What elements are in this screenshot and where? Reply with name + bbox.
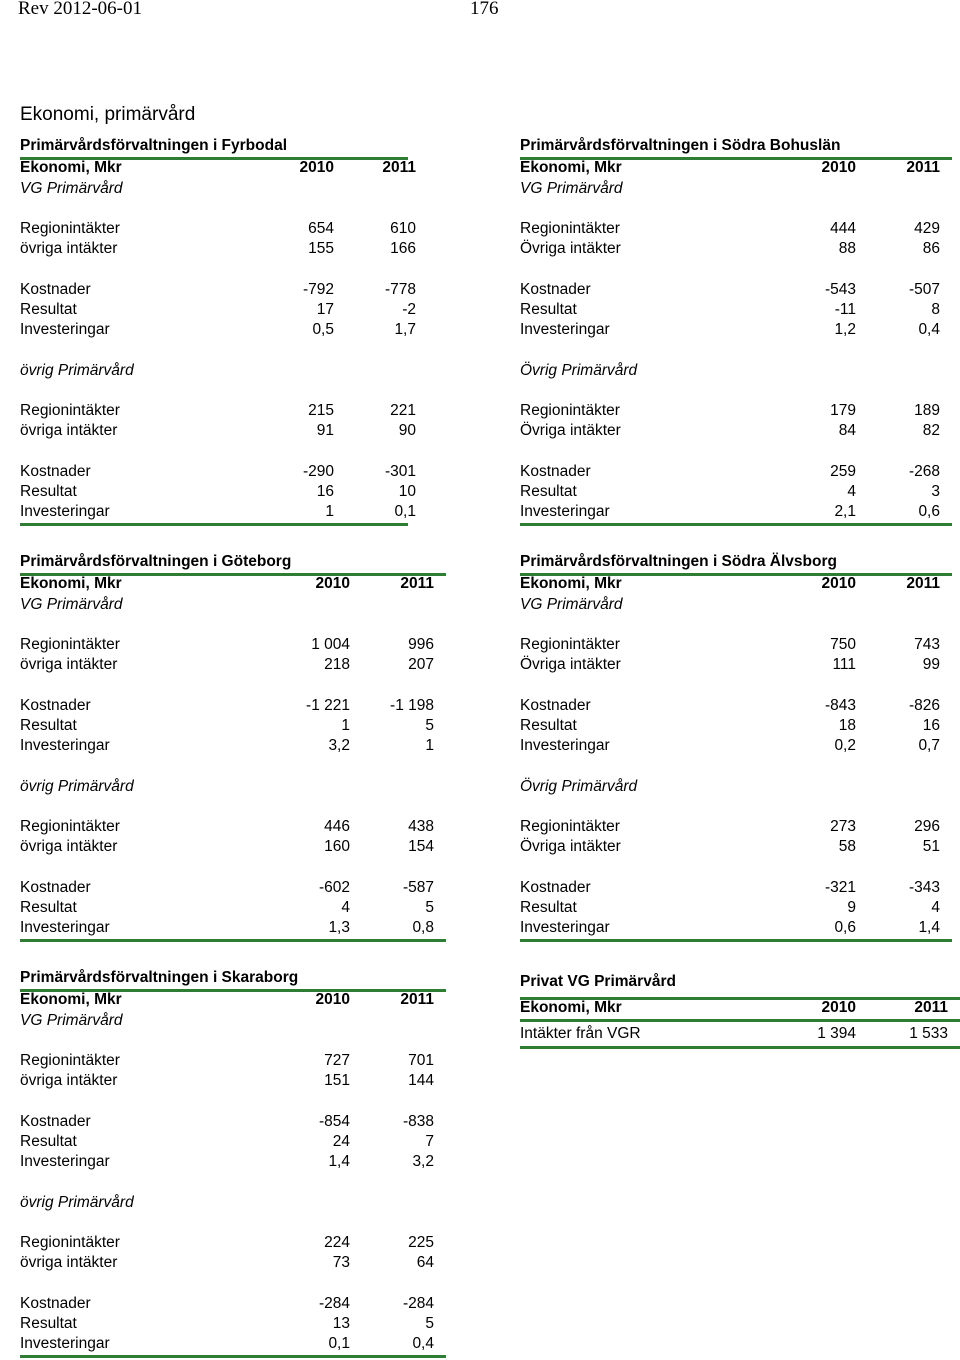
row-value-2010: 160 xyxy=(324,838,350,855)
row-value-2011: 16 xyxy=(922,717,940,734)
row-value-2010: 259 xyxy=(830,463,856,480)
row-value-2010: 1,3 xyxy=(328,919,350,936)
row-label: Investeringar xyxy=(20,503,110,520)
row-value-2011: -838 xyxy=(402,1113,434,1130)
row-label: Kostnader xyxy=(20,1113,91,1130)
row-value-2011: 1 xyxy=(425,737,434,754)
row-value-2011: 0,4 xyxy=(918,321,940,338)
row-value-2011: 99 xyxy=(922,656,940,673)
column-header-2010: 2010 xyxy=(821,575,856,592)
section-title: Primärvårdsförvaltningen i Göteborg xyxy=(20,553,292,570)
page-header xyxy=(0,0,960,22)
row-value-2010: 73 xyxy=(332,1254,350,1271)
row-label: Kostnader xyxy=(20,463,91,480)
row-value-2010: 727 xyxy=(324,1052,350,1069)
section-rule-bottom xyxy=(520,1046,960,1049)
group-label-text: VG Primärvård xyxy=(520,596,623,613)
row-value-2010: 16 xyxy=(316,483,334,500)
row-value-2011: 207 xyxy=(408,656,434,673)
row-value-2011: 221 xyxy=(390,402,416,419)
row-value-2010: 446 xyxy=(324,818,350,835)
row-value-2010: 2,1 xyxy=(834,503,856,520)
column-header-label: Ekonomi, Mkr xyxy=(520,159,622,176)
row-value-2011: 64 xyxy=(416,1254,434,1271)
row-value-2011: 154 xyxy=(408,838,434,855)
row-label: Regionintäkter xyxy=(520,636,620,653)
group-label-text: övrig Primärvård xyxy=(20,778,134,795)
row-value-2010: 9 xyxy=(847,899,856,916)
row-value-2010: 215 xyxy=(308,402,334,419)
revision-date: Rev 2012-06-01 xyxy=(18,0,143,19)
row-value-2011: 189 xyxy=(914,402,940,419)
row-value-2011: -2 xyxy=(402,301,416,318)
row-value-2011: 1,4 xyxy=(918,919,940,936)
row-label: Resultat xyxy=(520,301,577,318)
row-value-2011: 5 xyxy=(425,1315,434,1332)
row-label: Resultat xyxy=(520,717,577,734)
section-rule-bottom xyxy=(20,523,408,526)
section-5 xyxy=(20,969,446,1359)
row-value-2011: -301 xyxy=(384,463,416,480)
column-header-label: Ekonomi, Mkr xyxy=(520,999,622,1016)
row-label: Investeringar xyxy=(520,919,610,936)
row-label: Resultat xyxy=(20,1133,77,1150)
row-value-2011: 51 xyxy=(922,838,940,855)
row-value-2011: 7 xyxy=(425,1133,434,1150)
row-value-2011: 0,6 xyxy=(918,503,940,520)
column-header-label: Ekonomi, Mkr xyxy=(520,575,622,592)
row-value-2010: 84 xyxy=(838,422,856,439)
row-label: Kostnader xyxy=(520,463,591,480)
row-label: övriga intäkter xyxy=(20,422,118,439)
row-label: Regionintäkter xyxy=(520,220,620,237)
column-header-label: Ekonomi, Mkr xyxy=(20,575,122,592)
page-title: Ekonomi, primärvård xyxy=(20,104,196,125)
row-label: Resultat xyxy=(520,899,577,916)
group-label-text: VG Primärvård xyxy=(20,180,123,197)
row-value-2011: 996 xyxy=(408,636,434,653)
section-rule-bottom xyxy=(20,939,446,942)
row-label: Övriga intäkter xyxy=(520,838,621,855)
row-label: övriga intäkter xyxy=(20,240,118,257)
row-value-2010: 111 xyxy=(832,656,856,673)
row-value-2011: 1,7 xyxy=(394,321,416,338)
column-header-2011: 2011 xyxy=(914,999,948,1016)
section-rule-bottom xyxy=(520,939,952,942)
group-label-text: Övrig Primärvård xyxy=(520,362,638,379)
row-value-2010: 88 xyxy=(838,240,856,257)
row-value-2010: 1 394 xyxy=(817,1025,856,1042)
row-value-2010: 0,2 xyxy=(834,737,856,754)
row-value-2011: 225 xyxy=(408,1234,434,1251)
row-value-2010: 224 xyxy=(324,1234,350,1251)
row-value-2010: -321 xyxy=(824,879,856,896)
row-value-2010: -11 xyxy=(834,301,856,318)
row-value-2011: -587 xyxy=(402,879,434,896)
row-label: Övriga intäkter xyxy=(520,422,621,439)
section-rule-bottom xyxy=(20,1355,446,1358)
row-value-2010: 58 xyxy=(838,838,856,855)
row-value-2010: 1,4 xyxy=(328,1153,350,1170)
row-label: Resultat xyxy=(520,483,577,500)
row-value-2010: -792 xyxy=(302,281,334,298)
row-value-2010: 155 xyxy=(308,240,334,257)
row-value-2011: 166 xyxy=(390,240,416,257)
group-label-text: övrig Primärvård xyxy=(20,362,134,379)
group-label-text: övrig Primärvård xyxy=(20,1194,134,1211)
section-title: Primärvårdsförvaltningen i Fyrbodal xyxy=(20,137,288,154)
column-header-2010: 2010 xyxy=(821,999,856,1016)
row-value-2010: 0,5 xyxy=(312,321,334,338)
row-label: Kostnader xyxy=(20,697,91,714)
row-value-2010: 18 xyxy=(838,717,856,734)
row-value-2011: -343 xyxy=(908,879,940,896)
row-value-2011: 82 xyxy=(922,422,940,439)
section-title: Privat VG Primärvård xyxy=(520,973,676,990)
section-3 xyxy=(20,553,446,943)
row-label: Regionintäkter xyxy=(20,818,120,835)
row-value-2011: 0,8 xyxy=(412,919,434,936)
row-value-2010: 4 xyxy=(847,483,856,500)
row-label: Investeringar xyxy=(20,1153,110,1170)
row-label: övriga intäkter xyxy=(20,1254,118,1271)
row-value-2011: 296 xyxy=(914,818,940,835)
row-value-2010: 750 xyxy=(830,636,856,653)
row-value-2010: 17 xyxy=(316,301,334,318)
row-value-2011: 429 xyxy=(914,220,940,237)
column-header-2011: 2011 xyxy=(400,575,434,592)
group-label-text: VG Primärvård xyxy=(20,1012,123,1029)
row-label: Övriga intäkter xyxy=(520,240,621,257)
row-label: Resultat xyxy=(20,301,77,318)
column-header-2010: 2010 xyxy=(315,575,350,592)
row-value-2010: 179 xyxy=(830,402,856,419)
row-value-2010: 1 004 xyxy=(311,636,350,653)
row-value-2010: -284 xyxy=(318,1295,350,1312)
row-value-2011: 743 xyxy=(914,636,940,653)
row-value-2010: -602 xyxy=(318,879,350,896)
row-value-2010: -854 xyxy=(318,1113,350,1130)
section-4 xyxy=(520,553,952,943)
row-value-2010: 13 xyxy=(332,1315,350,1332)
row-label: Kostnader xyxy=(20,879,91,896)
row-label: Kostnader xyxy=(520,697,591,714)
row-value-2011: 86 xyxy=(922,240,940,257)
row-value-2010: -290 xyxy=(302,463,334,480)
column-header-2011: 2011 xyxy=(382,159,416,176)
row-value-2011: -268 xyxy=(908,463,940,480)
page-number: 176 xyxy=(470,0,499,19)
row-value-2011: 144 xyxy=(408,1072,434,1089)
row-value-2010: -1 221 xyxy=(306,697,350,714)
section-rule-bottom xyxy=(520,523,952,526)
row-label: Investeringar xyxy=(20,737,110,754)
group-label-text: VG Primärvård xyxy=(20,596,123,613)
row-label: Regionintäkter xyxy=(20,1234,120,1251)
row-label: Resultat xyxy=(20,1315,77,1332)
row-value-2010: 444 xyxy=(830,220,856,237)
column-header-label: Ekonomi, Mkr xyxy=(20,159,122,176)
row-value-2011: 0,1 xyxy=(394,503,416,520)
row-value-2011: 3 xyxy=(931,483,940,500)
section-1 xyxy=(20,137,416,527)
row-value-2011: 90 xyxy=(398,422,416,439)
row-value-2010: 3,2 xyxy=(328,737,350,754)
row-value-2010: 0,6 xyxy=(834,919,856,936)
row-label: övriga intäkter xyxy=(20,1072,118,1089)
row-label: Investeringar xyxy=(520,503,610,520)
section-title: Primärvårdsförvaltningen i Södra Älvsborg xyxy=(520,553,837,570)
row-value-2010: 24 xyxy=(332,1133,350,1150)
column-header-2011: 2011 xyxy=(400,991,434,1008)
group-label-text: Övrig Primärvård xyxy=(520,778,638,795)
row-label: Regionintäkter xyxy=(520,818,620,835)
row-label: Kostnader xyxy=(20,281,91,298)
row-value-2010: 218 xyxy=(324,656,350,673)
row-value-2010: -843 xyxy=(824,697,856,714)
row-value-2010: 0,1 xyxy=(328,1335,350,1352)
row-value-2010: -543 xyxy=(824,281,856,298)
row-label: Regionintäkter xyxy=(20,402,120,419)
row-label: Investeringar xyxy=(20,919,110,936)
row-value-2011: 701 xyxy=(408,1052,434,1069)
row-value-2011: -1 198 xyxy=(390,697,434,714)
row-value-2011: 10 xyxy=(398,483,416,500)
row-label: Regionintäkter xyxy=(20,1052,120,1069)
row-value-2011: 4 xyxy=(931,899,940,916)
row-label: Regionintäkter xyxy=(20,220,120,237)
row-value-2011: 3,2 xyxy=(412,1153,434,1170)
row-value-2011: -826 xyxy=(908,697,940,714)
row-label: Resultat xyxy=(20,899,77,916)
column-header-label: Ekonomi, Mkr xyxy=(20,991,122,1008)
row-label: Investeringar xyxy=(20,1335,110,1352)
section-title: Primärvårdsförvaltningen i Skaraborg xyxy=(20,969,299,986)
row-label: Resultat xyxy=(20,717,77,734)
row-value-2010: 1 xyxy=(341,717,350,734)
row-value-2011: 438 xyxy=(408,818,434,835)
row-label: Regionintäkter xyxy=(20,636,120,653)
row-value-2010: 273 xyxy=(830,818,856,835)
row-label: övriga intäkter xyxy=(20,656,118,673)
row-label: Övriga intäkter xyxy=(520,656,621,673)
row-value-2011: 5 xyxy=(425,899,434,916)
row-value-2011: 8 xyxy=(931,301,940,318)
row-value-2010: 91 xyxy=(316,422,334,439)
column-header-2011: 2011 xyxy=(906,159,940,176)
row-value-2010: 1,2 xyxy=(834,321,856,338)
row-label: Investeringar xyxy=(520,737,610,754)
section-title: Primärvårdsförvaltningen i Södra Bohuslän xyxy=(520,137,841,154)
row-value-2011: 1 533 xyxy=(909,1025,948,1042)
row-value-2011: 610 xyxy=(390,220,416,237)
row-value-2010: 4 xyxy=(341,899,350,916)
row-label: övriga intäkter xyxy=(20,838,118,855)
row-value-2010: 654 xyxy=(308,220,334,237)
row-value-2011: -507 xyxy=(908,281,940,298)
column-header-2010: 2010 xyxy=(821,159,856,176)
row-label: Regionintäkter xyxy=(520,402,620,419)
row-label: Resultat xyxy=(20,483,77,500)
group-label-text: VG Primärvård xyxy=(520,180,623,197)
column-header-2010: 2010 xyxy=(315,991,350,1008)
row-value-2011: -778 xyxy=(384,281,416,298)
row-value-2011: -284 xyxy=(402,1295,434,1312)
row-value-2010: 151 xyxy=(324,1072,350,1089)
row-label: Kostnader xyxy=(20,1295,91,1312)
row-value-2011: 0,4 xyxy=(412,1335,434,1352)
row-label: Investeringar xyxy=(20,321,110,338)
row-value-2011: 5 xyxy=(425,717,434,734)
row-label: Kostnader xyxy=(520,281,591,298)
section-2 xyxy=(520,137,952,527)
column-header-2010: 2010 xyxy=(299,159,334,176)
row-label: Investeringar xyxy=(520,321,610,338)
row-value-2011: 0,7 xyxy=(918,737,940,754)
column-header-2011: 2011 xyxy=(906,575,940,592)
section-rule-header xyxy=(520,1019,960,1022)
section-private xyxy=(520,973,960,1053)
row-label: Kostnader xyxy=(520,879,591,896)
row-value-2010: 1 xyxy=(325,503,334,520)
row-label: Intäkter från VGR xyxy=(520,1025,641,1042)
